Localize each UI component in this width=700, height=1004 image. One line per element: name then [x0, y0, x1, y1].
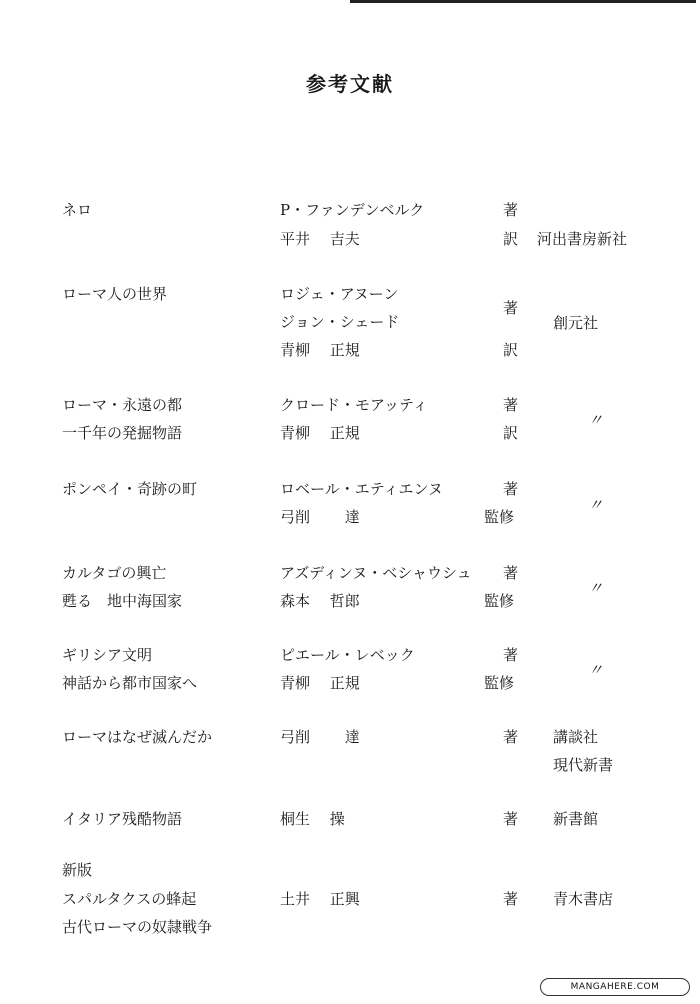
book-title: ポンペイ・奇跡の町 [62, 480, 198, 498]
book-translator: 青柳 正規 [280, 341, 360, 359]
author-role: 著 [503, 810, 519, 828]
book-publisher: 創元社 [553, 314, 599, 332]
book-author: ピエール・レベック [280, 646, 415, 664]
book-author: アズディンヌ・ベシャウシュ [280, 564, 472, 582]
book-author: 土井 正興 [280, 890, 360, 908]
book-author: クロード・モアッティ [280, 396, 428, 414]
book-title: イタリア残酷物語 [62, 810, 183, 828]
book-title: ギリシア文明 [62, 646, 153, 664]
page-title: 参考文献 [306, 72, 394, 96]
ditto-mark: 〃 [588, 661, 604, 679]
book-edition: 新版 [62, 861, 93, 879]
book-author: P・ファンデンベルク [280, 201, 425, 219]
author-role: 著 [503, 299, 519, 317]
supervisor-role: 監修 [484, 508, 515, 526]
book-title: ローマはなぜ滅んだか [62, 728, 213, 746]
book-author: ロジェ・アヌーン [280, 285, 399, 303]
author-role: 著 [503, 890, 519, 908]
book-series: 現代新書 [553, 756, 614, 774]
book-supervisor: 弓削 達 [280, 508, 360, 526]
author-role: 著 [503, 728, 519, 746]
book-publisher: 講談社 [553, 728, 599, 746]
book-supervisor: 青柳 正規 [280, 674, 360, 692]
book-subtitle: 甦る 地中海国家 [62, 592, 183, 610]
book-author: 桐生 操 [280, 810, 345, 828]
ditto-mark: 〃 [588, 411, 604, 429]
book-publisher: 河出書房新社 [537, 230, 628, 248]
author-role: 著 [503, 646, 519, 664]
translator-role: 訳 [503, 424, 519, 442]
book-supervisor: 森本 哲郎 [280, 592, 360, 610]
book-title: スパルタクスの蜂起 [62, 890, 197, 908]
book-subtitle: 神話から都市国家へ [62, 674, 198, 692]
translator-role: 訳 [503, 230, 519, 248]
author-role: 著 [503, 480, 519, 498]
book-publisher: 青木書店 [553, 890, 614, 908]
book-title: ローマ・永遠の都 [62, 396, 183, 414]
author-role: 著 [503, 201, 519, 219]
book-publisher: 新書館 [553, 810, 599, 828]
book-subtitle: 一千年の発掘物語 [62, 424, 183, 442]
author-role: 著 [503, 396, 519, 414]
ditto-mark: 〃 [588, 579, 604, 597]
supervisor-role: 監修 [484, 674, 515, 692]
book-translator: 青柳 正規 [280, 424, 360, 442]
book-translator: 平井 吉夫 [280, 230, 360, 248]
translator-role: 訳 [503, 341, 519, 359]
book-title: ローマ人の世界 [62, 285, 168, 303]
top-border-line [350, 0, 696, 3]
book-title: ネロ [62, 201, 93, 219]
book-author: ジョン・シェード [280, 313, 400, 331]
book-author: ロベール・エティエンヌ [280, 480, 443, 498]
supervisor-role: 監修 [484, 592, 515, 610]
ditto-mark: 〃 [588, 496, 604, 514]
author-role: 著 [503, 564, 519, 582]
book-author: 弓削 達 [280, 728, 360, 746]
watermark-logo: MANGAHERE.COM [540, 978, 690, 996]
book-subtitle: 古代ローマの奴隷戦争 [62, 918, 213, 936]
book-title: カルタゴの興亡 [62, 564, 167, 582]
